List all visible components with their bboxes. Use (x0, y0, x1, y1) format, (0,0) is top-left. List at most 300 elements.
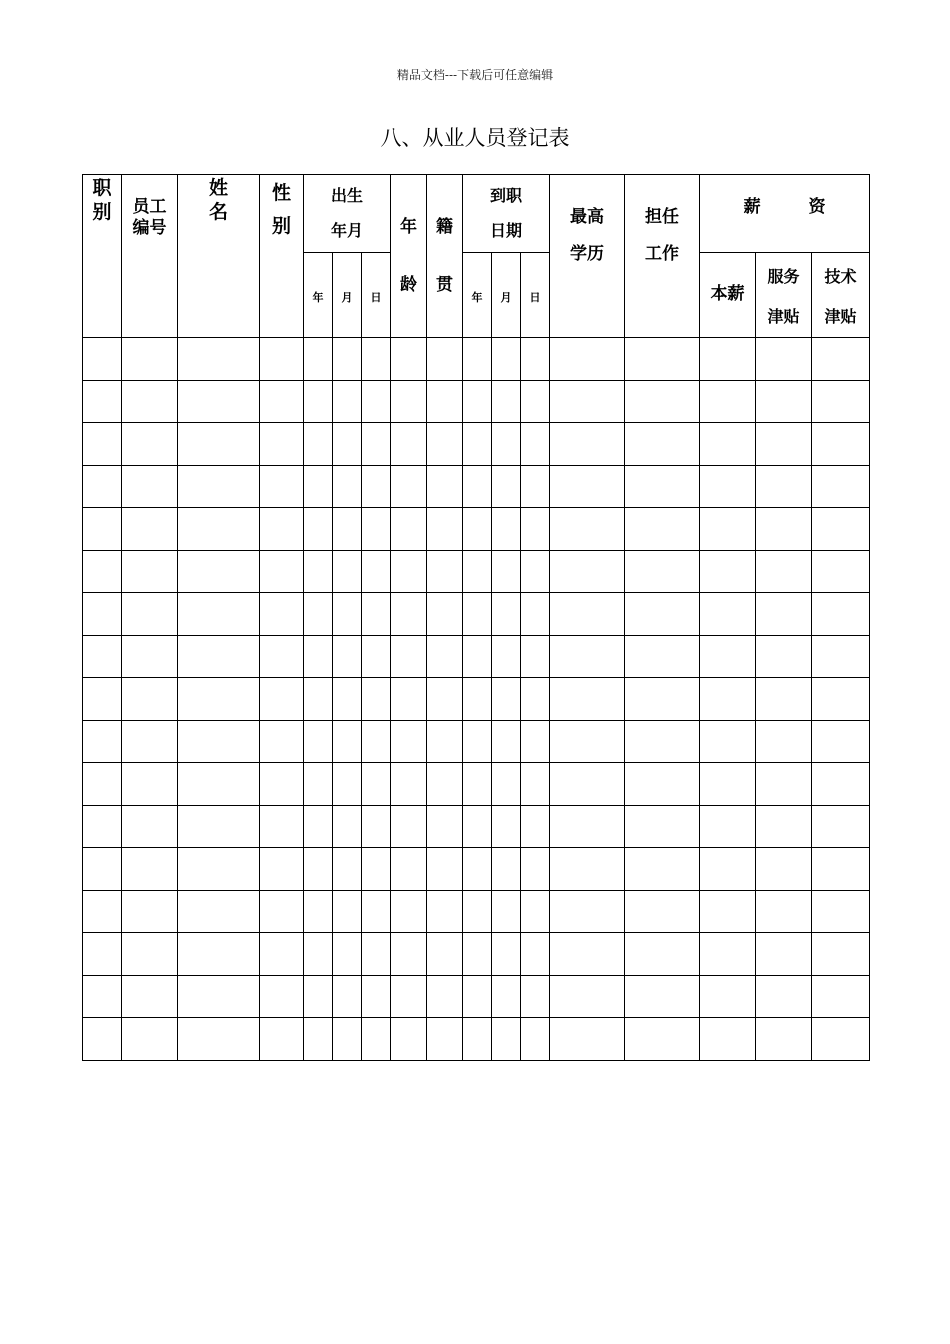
table-cell[interactable] (304, 465, 333, 508)
table-cell[interactable] (550, 338, 625, 381)
table-cell[interactable] (333, 380, 362, 423)
table-cell[interactable] (492, 465, 521, 508)
table-cell[interactable] (756, 678, 812, 721)
table-cell[interactable] (625, 423, 700, 466)
table-cell[interactable] (122, 1018, 178, 1061)
table-cell[interactable] (391, 890, 427, 933)
table-cell[interactable] (463, 338, 492, 381)
table-cell[interactable] (427, 338, 463, 381)
table-cell[interactable] (812, 338, 870, 381)
table-cell[interactable] (391, 593, 427, 636)
table-cell[interactable] (260, 975, 304, 1018)
table-cell[interactable] (521, 890, 550, 933)
table-cell[interactable] (178, 805, 260, 848)
table-cell[interactable] (492, 933, 521, 976)
table-cell[interactable] (178, 338, 260, 381)
table-cell[interactable] (122, 720, 178, 763)
table-cell[interactable] (333, 423, 362, 466)
table-cell[interactable] (304, 805, 333, 848)
table-cell[interactable] (463, 1018, 492, 1061)
table-cell[interactable] (333, 508, 362, 551)
table-cell[interactable] (122, 975, 178, 1018)
table-cell[interactable] (521, 380, 550, 423)
table-cell[interactable] (83, 423, 122, 466)
start-month-header: 月 (492, 253, 521, 338)
header-age-line1: 年 (400, 217, 418, 237)
table-cell[interactable] (492, 380, 521, 423)
table-cell[interactable] (521, 338, 550, 381)
table-cell[interactable] (362, 635, 391, 678)
table-cell[interactable] (700, 933, 756, 976)
table-cell[interactable] (122, 465, 178, 508)
table-cell[interactable] (333, 465, 362, 508)
table-cell[interactable] (362, 720, 391, 763)
table-cell[interactable] (333, 550, 362, 593)
table-cell[interactable] (463, 720, 492, 763)
table-cell[interactable] (812, 635, 870, 678)
table-cell[interactable] (550, 550, 625, 593)
table-cell[interactable] (83, 550, 122, 593)
table-cell[interactable] (812, 763, 870, 806)
table-cell[interactable] (625, 890, 700, 933)
table-cell[interactable] (463, 593, 492, 636)
salary-service-header (756, 253, 812, 338)
table-cell[interactable] (625, 550, 700, 593)
table-cell[interactable] (427, 465, 463, 508)
table-cell[interactable] (178, 635, 260, 678)
table-cell[interactable] (304, 508, 333, 551)
table-cell[interactable] (700, 423, 756, 466)
table-cell[interactable] (427, 550, 463, 593)
table-cell[interactable] (260, 848, 304, 891)
table-cell[interactable] (391, 423, 427, 466)
table-cell[interactable] (83, 890, 122, 933)
table-cell[interactable] (178, 678, 260, 721)
table-cell[interactable] (812, 550, 870, 593)
table-cell[interactable] (122, 805, 178, 848)
table-cell[interactable] (427, 635, 463, 678)
table-cell[interactable] (492, 678, 521, 721)
table-cell[interactable] (756, 593, 812, 636)
table-cell[interactable] (427, 593, 463, 636)
table-cell[interactable] (463, 763, 492, 806)
table-cell[interactable] (178, 508, 260, 551)
table-cell[interactable] (521, 550, 550, 593)
table-cell[interactable] (304, 635, 333, 678)
table-cell[interactable] (550, 975, 625, 1018)
table-cell[interactable] (391, 763, 427, 806)
table-cell[interactable] (700, 890, 756, 933)
table-cell[interactable] (362, 593, 391, 636)
table-cell[interactable] (550, 763, 625, 806)
table-cell[interactable] (550, 848, 625, 891)
table-cell[interactable] (550, 380, 625, 423)
table-cell[interactable] (178, 423, 260, 466)
table-cell[interactable] (756, 380, 812, 423)
table-row (83, 550, 870, 593)
table-cell[interactable] (463, 933, 492, 976)
table-cell[interactable] (83, 1018, 122, 1061)
table-cell[interactable] (756, 890, 812, 933)
table-cell[interactable] (260, 933, 304, 976)
table-cell[interactable] (362, 678, 391, 721)
table-cell[interactable] (756, 720, 812, 763)
table-cell[interactable] (521, 720, 550, 763)
table-cell[interactable] (427, 508, 463, 551)
salary-service-line1: 服务 (767, 267, 800, 286)
table-cell[interactable] (122, 593, 178, 636)
table-cell[interactable] (362, 423, 391, 466)
table-cell[interactable] (427, 720, 463, 763)
table-cell[interactable] (178, 593, 260, 636)
table-cell[interactable] (333, 848, 362, 891)
table-cell[interactable] (492, 338, 521, 381)
table-cell[interactable] (550, 933, 625, 976)
table-cell[interactable] (122, 678, 178, 721)
table-cell[interactable] (304, 423, 333, 466)
table-cell[interactable] (521, 635, 550, 678)
table-cell[interactable] (304, 338, 333, 381)
table-cell[interactable] (812, 933, 870, 976)
table-cell[interactable] (550, 720, 625, 763)
table-cell[interactable] (625, 1018, 700, 1061)
table-cell[interactable] (625, 848, 700, 891)
table-cell[interactable] (521, 678, 550, 721)
table-cell[interactable] (427, 380, 463, 423)
table-cell[interactable] (812, 508, 870, 551)
table-cell[interactable] (391, 975, 427, 1018)
table-cell[interactable] (391, 848, 427, 891)
table-cell[interactable] (492, 635, 521, 678)
table-cell[interactable] (260, 593, 304, 636)
table-cell[interactable] (178, 465, 260, 508)
table-cell[interactable] (463, 550, 492, 593)
table-cell[interactable] (260, 338, 304, 381)
table-cell[interactable] (304, 890, 333, 933)
table-cell[interactable] (492, 890, 521, 933)
table-cell[interactable] (427, 1018, 463, 1061)
table-cell[interactable] (625, 720, 700, 763)
table-cell[interactable] (550, 593, 625, 636)
table-cell[interactable] (362, 763, 391, 806)
table-cell[interactable] (625, 805, 700, 848)
table-cell[interactable] (550, 423, 625, 466)
table-cell[interactable] (333, 890, 362, 933)
table-cell[interactable] (812, 1018, 870, 1061)
table-cell[interactable] (492, 805, 521, 848)
table-cell[interactable] (521, 975, 550, 1018)
table-cell[interactable] (333, 338, 362, 381)
table-cell[interactable] (122, 508, 178, 551)
table-cell[interactable] (83, 593, 122, 636)
table-cell[interactable] (391, 508, 427, 551)
table-cell[interactable] (463, 465, 492, 508)
table-cell[interactable] (492, 763, 521, 806)
table-cell[interactable] (333, 763, 362, 806)
table-cell[interactable] (427, 678, 463, 721)
table-cell[interactable] (463, 975, 492, 1018)
table-cell[interactable] (756, 423, 812, 466)
table-cell[interactable] (492, 720, 521, 763)
table-cell[interactable] (333, 678, 362, 721)
table-cell[interactable] (700, 848, 756, 891)
table-cell[interactable] (122, 423, 178, 466)
table-cell[interactable] (700, 465, 756, 508)
table-cell[interactable] (391, 380, 427, 423)
table-cell[interactable] (521, 508, 550, 551)
table-cell[interactable] (260, 1018, 304, 1061)
table-cell[interactable] (260, 550, 304, 593)
table-cell[interactable] (812, 678, 870, 721)
table-cell[interactable] (83, 933, 122, 976)
table-cell[interactable] (492, 423, 521, 466)
table-cell[interactable] (83, 805, 122, 848)
table-cell[interactable] (700, 508, 756, 551)
table-cell[interactable] (756, 465, 812, 508)
table-cell[interactable] (427, 975, 463, 1018)
table-cell[interactable] (492, 550, 521, 593)
table-cell[interactable] (83, 508, 122, 551)
table-cell[interactable] (463, 508, 492, 551)
table-cell[interactable] (463, 635, 492, 678)
table-cell[interactable] (178, 933, 260, 976)
table-cell[interactable] (625, 593, 700, 636)
table-cell[interactable] (700, 805, 756, 848)
table-cell[interactable] (812, 720, 870, 763)
table-cell[interactable] (625, 678, 700, 721)
table-cell[interactable] (521, 805, 550, 848)
table-cell[interactable] (550, 678, 625, 721)
table-cell[interactable] (812, 890, 870, 933)
table-cell[interactable] (427, 763, 463, 806)
table-cell[interactable] (333, 1018, 362, 1061)
table-cell[interactable] (463, 805, 492, 848)
table-cell[interactable] (83, 338, 122, 381)
table-cell[interactable] (625, 635, 700, 678)
table-cell[interactable] (625, 508, 700, 551)
table-cell[interactable] (178, 1018, 260, 1061)
table-cell[interactable] (700, 380, 756, 423)
table-cell[interactable] (83, 848, 122, 891)
table-cell[interactable] (700, 593, 756, 636)
table-cell[interactable] (122, 890, 178, 933)
table-cell[interactable] (521, 763, 550, 806)
table-cell[interactable] (550, 465, 625, 508)
table-cell[interactable] (333, 635, 362, 678)
table-cell[interactable] (304, 380, 333, 423)
table-cell[interactable] (700, 678, 756, 721)
table-cell[interactable] (521, 593, 550, 636)
table-cell[interactable] (625, 975, 700, 1018)
table-cell[interactable] (362, 380, 391, 423)
table-cell[interactable] (178, 890, 260, 933)
table-cell[interactable] (427, 890, 463, 933)
table-cell[interactable] (391, 720, 427, 763)
table-cell[interactable] (333, 593, 362, 636)
table-cell[interactable] (550, 635, 625, 678)
table-cell[interactable] (362, 338, 391, 381)
table-cell[interactable] (812, 975, 870, 1018)
table-cell[interactable] (700, 1018, 756, 1061)
table-cell[interactable] (304, 763, 333, 806)
table-cell[interactable] (492, 508, 521, 551)
table-cell[interactable] (260, 508, 304, 551)
table-cell[interactable] (700, 763, 756, 806)
table-cell[interactable] (362, 550, 391, 593)
table-cell[interactable] (463, 380, 492, 423)
table-cell[interactable] (304, 933, 333, 976)
table-cell[interactable] (333, 933, 362, 976)
table-cell[interactable] (260, 465, 304, 508)
table-cell[interactable] (333, 805, 362, 848)
table-cell[interactable] (521, 423, 550, 466)
table-cell[interactable] (492, 848, 521, 891)
table-cell[interactable] (260, 380, 304, 423)
table-cell[interactable] (178, 380, 260, 423)
table-cell[interactable] (625, 933, 700, 976)
table-cell[interactable] (362, 848, 391, 891)
table-cell[interactable] (550, 890, 625, 933)
table-cell[interactable] (83, 975, 122, 1018)
table-cell[interactable] (463, 848, 492, 891)
table-cell[interactable] (362, 805, 391, 848)
table-cell[interactable] (812, 593, 870, 636)
table-cell[interactable] (304, 593, 333, 636)
header-position (83, 175, 122, 338)
table-cell[interactable] (700, 550, 756, 593)
table-cell[interactable] (122, 380, 178, 423)
table-cell[interactable] (304, 975, 333, 1018)
table-cell[interactable] (812, 805, 870, 848)
table-cell[interactable] (122, 338, 178, 381)
table-cell[interactable] (122, 635, 178, 678)
table-cell[interactable] (756, 975, 812, 1018)
table-cell[interactable] (812, 848, 870, 891)
table-cell[interactable] (756, 338, 812, 381)
table-cell[interactable] (812, 465, 870, 508)
table-cell[interactable] (178, 848, 260, 891)
table-cell[interactable] (122, 763, 178, 806)
table-cell[interactable] (122, 933, 178, 976)
table-cell[interactable] (391, 678, 427, 721)
table-cell[interactable] (260, 423, 304, 466)
table-cell[interactable] (391, 1018, 427, 1061)
table-cell[interactable] (83, 465, 122, 508)
table-cell[interactable] (391, 805, 427, 848)
header-education-line2: 学历 (570, 244, 605, 265)
table-cell[interactable] (492, 975, 521, 1018)
table-cell[interactable] (521, 465, 550, 508)
table-cell[interactable] (333, 720, 362, 763)
table-cell[interactable] (756, 550, 812, 593)
table-cell[interactable] (427, 423, 463, 466)
table-cell[interactable] (83, 678, 122, 721)
table-cell[interactable] (492, 593, 521, 636)
table-cell[interactable] (260, 720, 304, 763)
table-cell[interactable] (362, 465, 391, 508)
table-cell[interactable] (83, 380, 122, 423)
table-cell[interactable] (391, 338, 427, 381)
table-cell[interactable] (427, 933, 463, 976)
table-cell[interactable] (463, 678, 492, 721)
table-cell[interactable] (756, 508, 812, 551)
table-cell[interactable] (625, 338, 700, 381)
table-cell[interactable] (756, 635, 812, 678)
table-cell[interactable] (122, 550, 178, 593)
table-cell[interactable] (304, 720, 333, 763)
table-cell[interactable] (260, 890, 304, 933)
table-cell[interactable] (550, 508, 625, 551)
header-start-date-line2: 日期 (490, 221, 523, 241)
table-cell[interactable] (304, 550, 333, 593)
table-cell[interactable] (812, 380, 870, 423)
table-cell[interactable] (362, 508, 391, 551)
table-cell[interactable] (260, 678, 304, 721)
table-cell[interactable] (304, 848, 333, 891)
table-cell[interactable] (122, 848, 178, 891)
table-cell[interactable] (83, 635, 122, 678)
table-cell[interactable] (700, 720, 756, 763)
table-cell[interactable] (304, 678, 333, 721)
table-cell[interactable] (756, 805, 812, 848)
table-cell[interactable] (362, 1018, 391, 1061)
table-cell[interactable] (700, 635, 756, 678)
header-employee-no-line2: 编号 (132, 218, 167, 239)
table-cell[interactable] (625, 763, 700, 806)
table-cell[interactable] (492, 1018, 521, 1061)
table-cell[interactable] (391, 635, 427, 678)
table-row (83, 805, 870, 848)
table-cell[interactable] (83, 720, 122, 763)
table-cell[interactable] (362, 890, 391, 933)
table-cell[interactable] (178, 720, 260, 763)
table-cell[interactable] (260, 635, 304, 678)
table-cell[interactable] (756, 933, 812, 976)
table-cell[interactable] (333, 975, 362, 1018)
table-cell[interactable] (178, 550, 260, 593)
table-cell[interactable] (391, 550, 427, 593)
table-cell[interactable] (83, 763, 122, 806)
table-cell[interactable] (812, 423, 870, 466)
header-education (550, 175, 625, 338)
table-cell[interactable] (625, 380, 700, 423)
table-cell[interactable] (178, 975, 260, 1018)
table-cell[interactable] (625, 465, 700, 508)
table-cell[interactable] (427, 848, 463, 891)
table-cell[interactable] (391, 465, 427, 508)
table-cell[interactable] (463, 890, 492, 933)
table-cell[interactable] (521, 848, 550, 891)
table-cell[interactable] (304, 1018, 333, 1061)
table-cell[interactable] (756, 1018, 812, 1061)
table-cell[interactable] (463, 423, 492, 466)
table-cell[interactable] (178, 763, 260, 806)
table-cell[interactable] (260, 805, 304, 848)
table-cell[interactable] (550, 1018, 625, 1061)
table-cell[interactable] (362, 975, 391, 1018)
table-cell[interactable] (521, 933, 550, 976)
table-cell[interactable] (700, 975, 756, 1018)
table-cell[interactable] (756, 848, 812, 891)
table-cell[interactable] (391, 933, 427, 976)
table-cell[interactable] (700, 338, 756, 381)
table-cell[interactable] (521, 1018, 550, 1061)
table-cell[interactable] (362, 933, 391, 976)
table-cell[interactable] (756, 763, 812, 806)
table-cell[interactable] (427, 805, 463, 848)
table-cell[interactable] (260, 763, 304, 806)
table-cell[interactable] (550, 805, 625, 848)
